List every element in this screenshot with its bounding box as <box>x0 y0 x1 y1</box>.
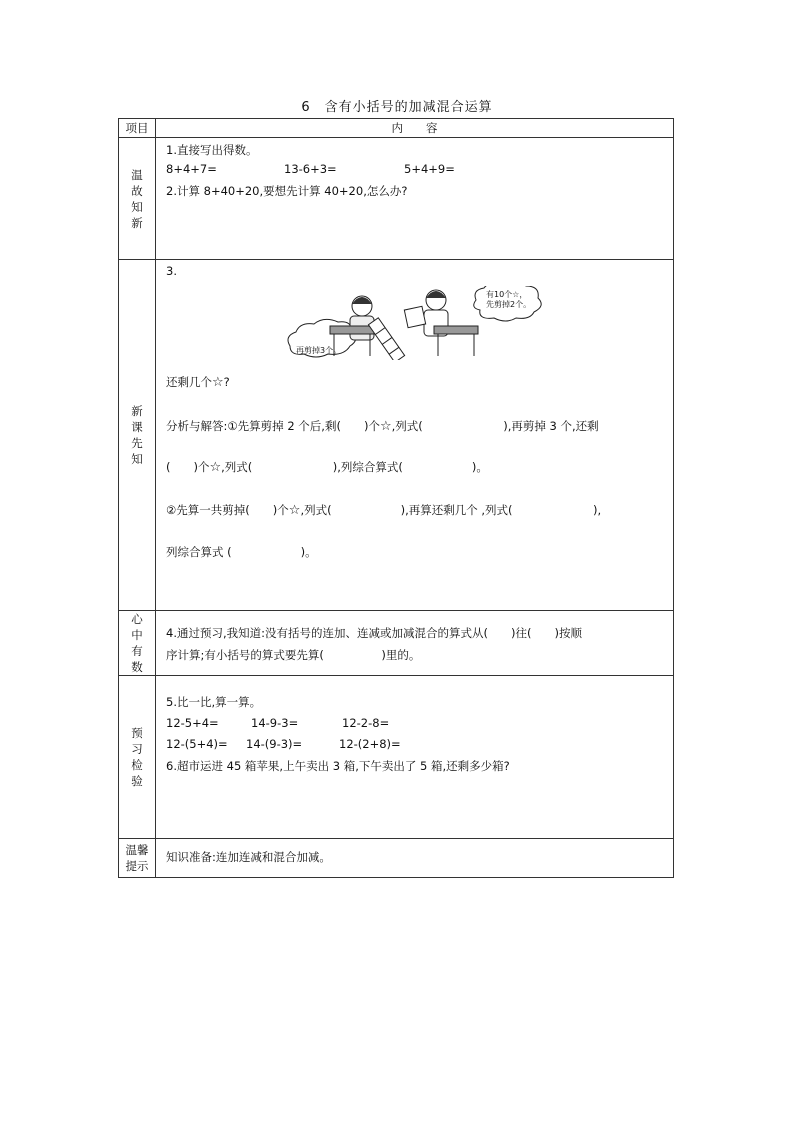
row-content <box>156 260 674 611</box>
analysis-3b: ,列式( ),再算还剩几个 ,列式( ), <box>300 503 602 517</box>
row-label-text: 温馨提示 <box>125 843 149 873</box>
star-icon: ☆ <box>209 460 222 475</box>
row-label <box>119 138 156 260</box>
cloud-right-text: 有10个☆， 先剪掉2个。 <box>486 290 532 309</box>
page-title: 6 含有小括号的加减混合运算 <box>301 100 493 115</box>
analysis-1b: ,列式( ),再剪掉 3 个,还剩 <box>391 419 599 433</box>
expr-2: 13-6+3= <box>284 162 337 176</box>
question-1: 1.直接写出得数。 <box>166 143 258 157</box>
analysis-2b: ,列式( ),列综合算式( )。 <box>221 460 488 474</box>
calc-a1: 12-5+4= <box>166 716 219 730</box>
cloud-left-text: 再剪掉3个。 <box>296 346 342 355</box>
row-label <box>119 260 156 611</box>
tip-text: 知识准备:连加连减和混合加减。 <box>166 850 331 864</box>
analysis-line-3 <box>166 502 601 518</box>
ask-mark: ? <box>223 375 230 389</box>
analysis-1a: 分析与解答:①先算剪掉 2 个后,剩( )个 <box>166 419 380 433</box>
analysis-line-1 <box>166 418 599 434</box>
question-6: 6.超市运进 45 箱苹果,上午卖出 3 箱,下午卖出了 5 箱,还剩多少箱? <box>166 759 510 773</box>
row-content <box>156 138 674 260</box>
row-label-text: 温故知新 <box>131 167 143 230</box>
ask-text: 还剩几个 <box>166 375 212 389</box>
expr-3: 5+4+9= <box>404 162 455 176</box>
analysis-line-2 <box>166 459 488 475</box>
row-label <box>119 676 156 839</box>
analysis-3a: ②先算一共剪掉( )个 <box>166 503 289 517</box>
lesson-table <box>118 118 674 878</box>
table-header-row <box>119 119 674 138</box>
table-row <box>119 839 674 878</box>
table-row <box>119 260 674 611</box>
calc-a2: 14-9-3= <box>251 716 299 730</box>
row-label <box>119 839 156 878</box>
row-label-text: 心中有数 <box>131 612 143 674</box>
question-3: 3. <box>166 264 177 278</box>
calc-b2: 14-(9-3)= <box>246 737 303 751</box>
calc-b3: 12-(2+8)= <box>339 737 401 751</box>
star-icon: ☆ <box>288 503 301 518</box>
header-content: 内 容 <box>156 119 674 138</box>
table-row <box>119 611 674 676</box>
row-label-text: 新课先知 <box>131 404 143 466</box>
table-row <box>119 138 674 260</box>
row-content <box>156 611 674 676</box>
row-label-text: 预习检验 <box>131 726 143 788</box>
analysis-2a: ( )个 <box>166 460 210 474</box>
star-icon: ☆ <box>212 375 224 390</box>
star-icon: ☆ <box>379 419 392 434</box>
calc-a3: 12-2-8= <box>342 716 390 730</box>
summary-line-1: 4.通过预习,我知道:没有括号的连加、连减或加减混合的算式从( )往( )按顺 <box>166 626 582 640</box>
summary-line-2: 序计算;有小括号的算式要先算( )里的。 <box>166 648 421 662</box>
question-5: 5.比一比,算一算。 <box>166 695 262 709</box>
ask-line <box>166 374 230 390</box>
expr-1: 8+4+7= <box>166 162 217 176</box>
question-2: 2.计算 8+40+20,要想先计算 40+20,怎么办? <box>166 184 408 198</box>
analysis-line-4: 列综合算式 ( )。 <box>166 545 317 559</box>
row-content <box>156 676 674 839</box>
row-label <box>119 611 156 676</box>
row-content <box>156 839 674 878</box>
header-item: 项目 <box>119 119 156 138</box>
table-row <box>119 676 674 839</box>
calc-b1: 12-(5+4)= <box>166 737 228 751</box>
